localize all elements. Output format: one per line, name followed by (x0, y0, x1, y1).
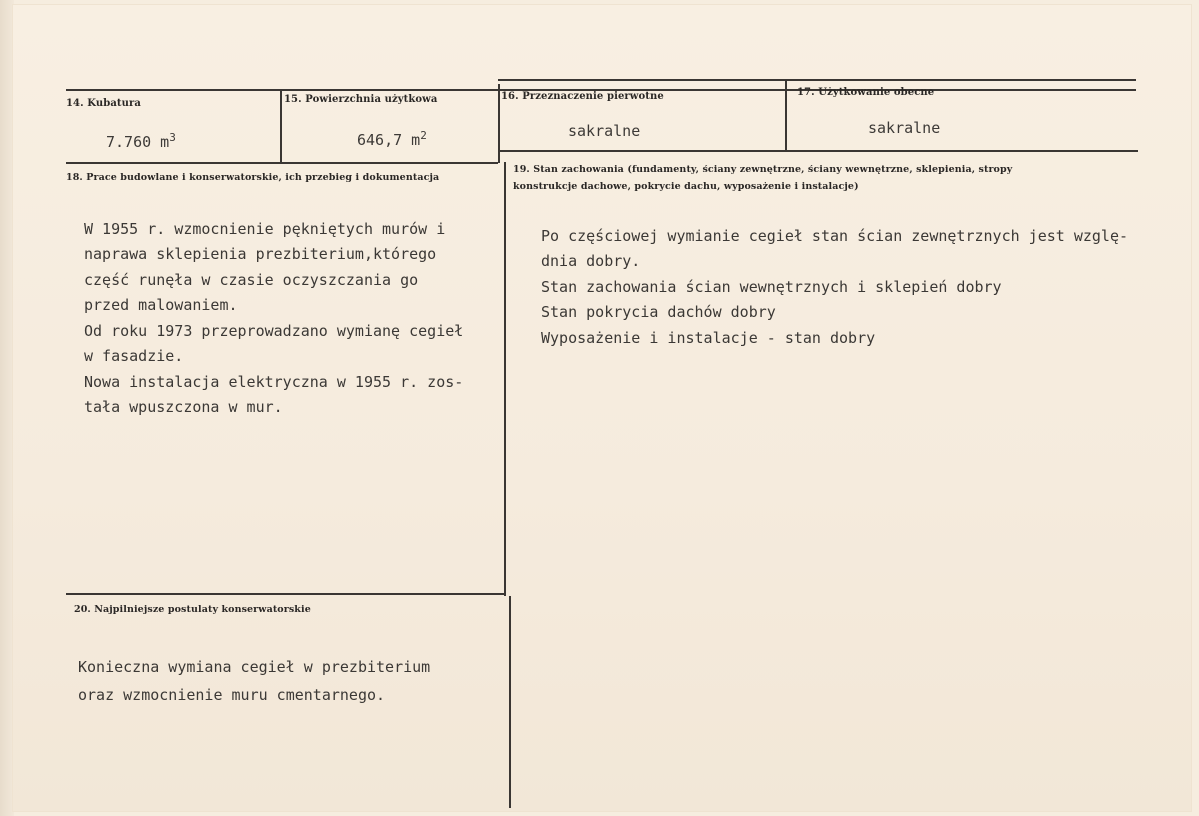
field-15-number: 646,7 m (357, 131, 421, 149)
field-19-label-line2: konstrukcje dachowe, pokrycie dachu, wyposażenie i instalacje) (513, 181, 859, 192)
field-19-label-line1: 19. Stan zachowania (fundamenty, ściany zewnętrzne, ściany wewnętrzne, sklepienia, stropy (513, 164, 1013, 175)
field-19-line: dnia dobry. (541, 252, 641, 270)
field-18-label: 18. Prace budowlane i konserwatorskie, ich przebieg i dokumentacja (66, 172, 440, 183)
field-18-line: W 1955 r. wzmocnienie pękniętych murów i (84, 219, 446, 238)
field-20-text (78, 625, 430, 737)
divider-15-16 (498, 84, 500, 163)
divider-14-15 (280, 89, 282, 163)
field-14-number: 7.760 m (106, 133, 170, 151)
field-20-line: Konieczna wymiana cegieł w prezbiterium (78, 658, 431, 676)
divider-16-17 (785, 80, 787, 152)
field-19-text (541, 198, 1128, 377)
field-15-label: 15. Powierzchnia użytkowa (284, 94, 438, 105)
field-18-line: część runęła w czasie oczyszczania go (84, 270, 419, 289)
field-20-line: oraz wzmocnienie muru cmentarnego. (78, 686, 386, 704)
field-17-label: 17. Użytkowanie obecne (797, 87, 935, 98)
field-18-line: przed malowaniem. (84, 296, 238, 314)
field-19-line: Po częściowej wymianie cegieł stan ścian zewnętrznych jest wzglę- (541, 226, 1128, 245)
divider-20-19 (509, 596, 511, 808)
field-18-text (84, 191, 463, 446)
field-14-label: 14. Kubatura (66, 98, 141, 109)
field-19-line: Stan pokrycia dachów dobry (541, 303, 776, 321)
row1-bottom-line-left (66, 162, 498, 164)
field-14-unit-exponent: 3 (169, 131, 176, 144)
field-18-line: w fasadzie. (84, 347, 184, 365)
field-18-line: naprawa sklepienia prezbiterium,którego (84, 245, 437, 263)
field-18-line: Nowa instalacja elektryczna w 1955 r. zos- (84, 372, 464, 391)
field-14-value (106, 131, 176, 151)
row1-bottom-line-right (498, 150, 1138, 152)
field-15-unit-exponent: 2 (420, 129, 427, 142)
section-20-top-line (66, 593, 506, 595)
field-15-value (357, 129, 427, 149)
field-18-line: tała wpuszczona w mur. (84, 398, 283, 416)
field-17-value: sakralne (868, 119, 941, 137)
field-20-label: 20. Najpilniejsze postulaty konserwatorskie (74, 604, 311, 615)
field-19-line: Wyposażenie i instalacje - stan dobry (541, 328, 876, 347)
row1-top-line-right (498, 79, 1136, 81)
field-18-line: Od roku 1973 przeprowadzano wymianę cegieł (84, 321, 464, 340)
field-19-line: Stan zachowania ścian wewnętrznych i sklepień dobry (541, 277, 1002, 296)
divider-18-19 (504, 162, 506, 596)
field-16-value: sakralne (568, 122, 641, 140)
field-16-label: 16. Przeznaczenie pierwotne (501, 91, 664, 102)
